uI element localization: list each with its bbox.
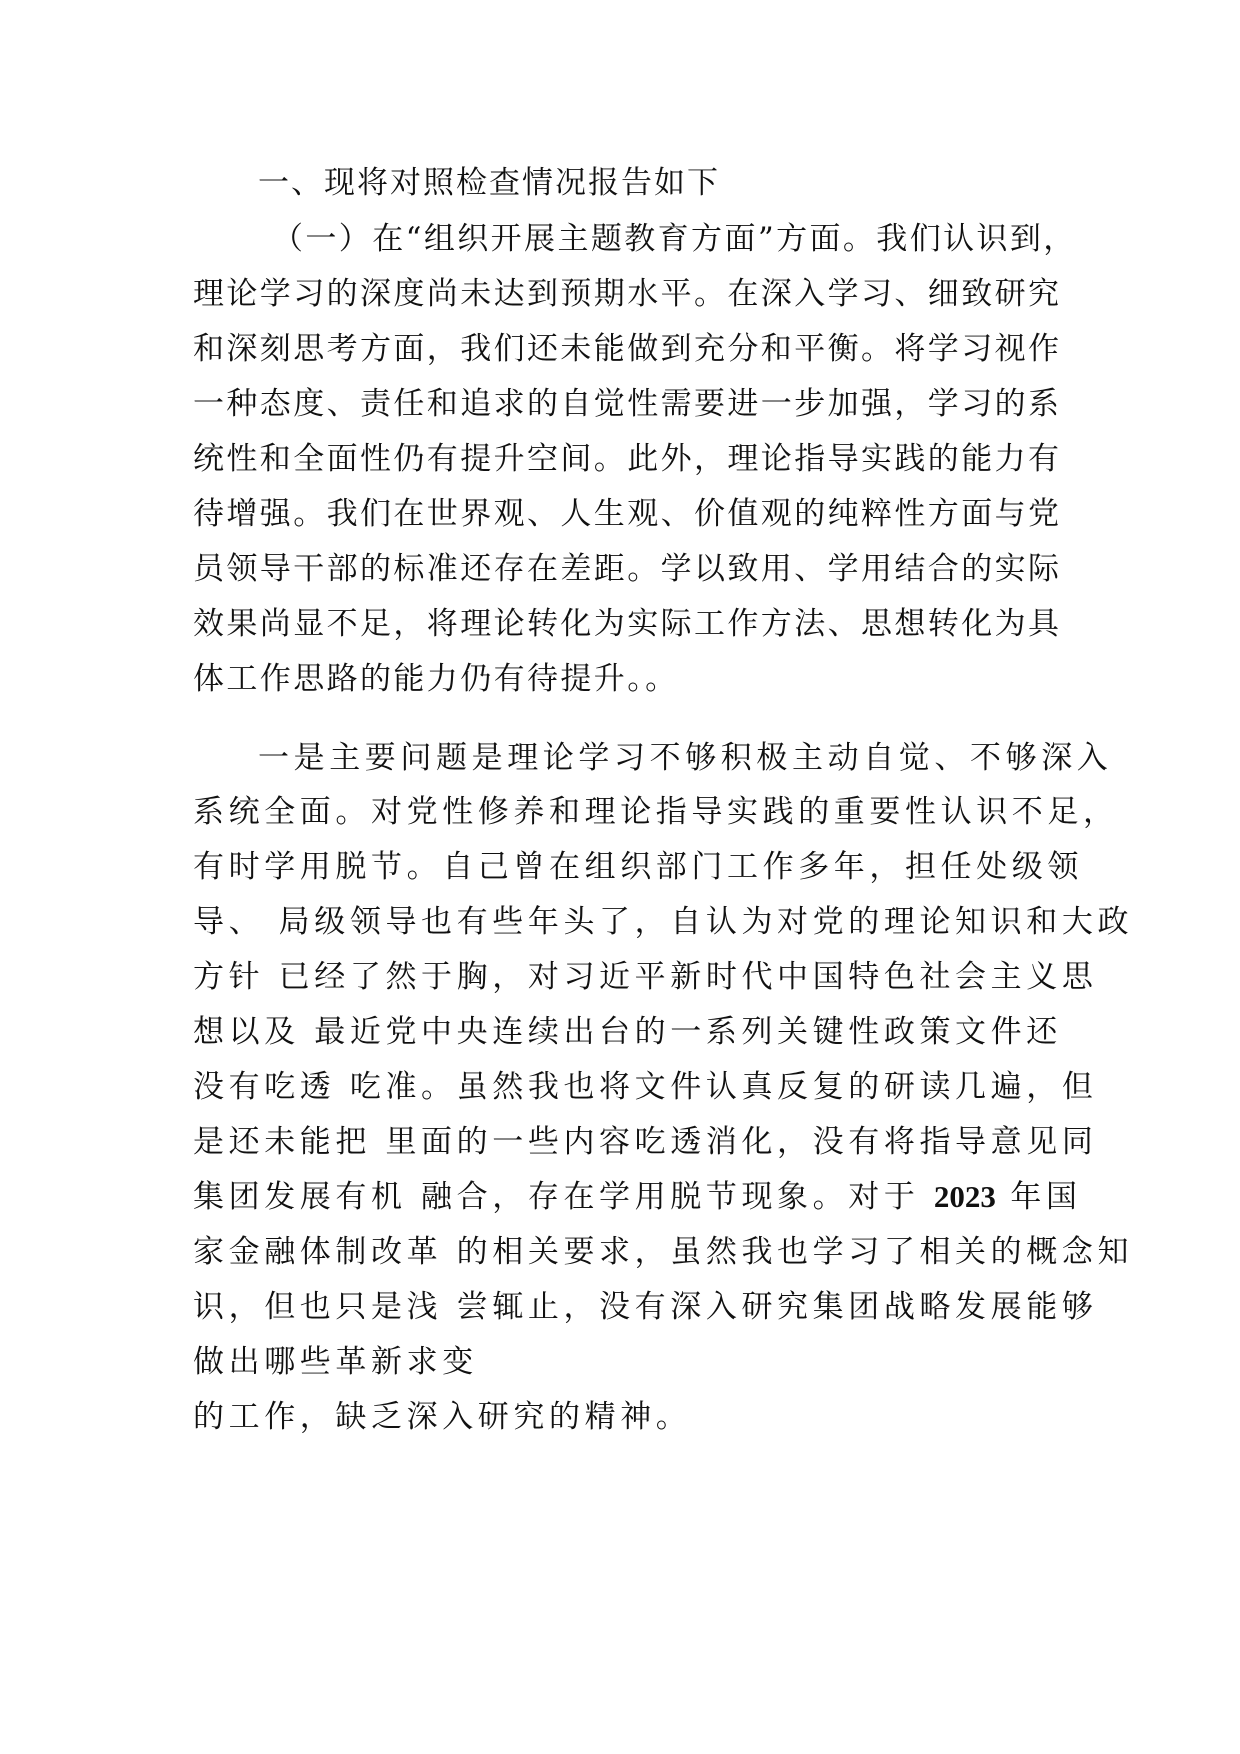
section-heading: 一、现将对照检查情况报告如下: [258, 165, 720, 201]
paragraph-line: 员领导干部的标准还存在差距。学以致用、学用结合的实际: [193, 551, 1062, 587]
year-number: 2023: [933, 1179, 996, 1214]
paragraph-line: 做出哪些革新求变: [193, 1344, 478, 1380]
paragraph-line: 家金融体制改革 的相关要求，虽然我也学习了相关的概念知: [193, 1234, 1134, 1270]
paragraph-line: 待增强。我们在世界观、人生观、价值观的纯粹性方面与党: [193, 496, 1062, 532]
paragraph-line: 统性和全面性仍有提升空间。此外，理论指导实践的能力有: [193, 441, 1062, 477]
paragraph-line: [193, 1177, 1082, 1217]
paragraph-line: 是还未能把 里面的一些内容吃透消化，没有将指导意见同: [193, 1124, 1098, 1160]
paragraph-line: 的工作，缺乏深入研究的精神。: [193, 1399, 692, 1435]
paragraph-line: 系统全面。对党性修养和理论指导实践的重要性认识不足，: [193, 794, 1119, 830]
paragraph-text: 集团发展有机 融合，存在学用脱节现象。对于: [193, 1179, 934, 1215]
paragraph-line: （一）在“组织开展主题教育方面”方面。我们认识到，: [272, 221, 1077, 257]
paragraph-line: 导、 局级领导也有些年头了，自认为对党的理论知识和大政: [193, 904, 1134, 940]
paragraph-line: 理论学习的深度尚未达到预期水平。在深入学习、细致研究: [193, 276, 1062, 312]
paragraph-line: 没有吃透 吃准。虽然我也将文件认真反复的研读几遍，但: [193, 1069, 1098, 1105]
paragraph-line: 方针 已经了然于胸，对习近平新时代中国特色社会主义思: [193, 959, 1098, 995]
paragraph-text: 年国: [995, 1179, 1082, 1215]
paragraph-line: 有时学用脱节。自己曾在组织部门工作多年，担任处级领: [193, 849, 1083, 885]
paragraph-line: 体工作思路的能力仍有待提升。。: [193, 661, 679, 697]
paragraph-line: 和深刻思考方面，我们还未能做到充分和平衡。将学习视作: [193, 331, 1062, 367]
paragraph-line: 一是主要问题是理论学习不够积极主动自觉、不够深入: [258, 740, 1113, 776]
paragraph-line: 一种态度、责任和追求的自觉性需要进一步加强，学习的系: [193, 386, 1062, 422]
paragraph-line: 效果尚显不足，将理论转化为实际工作方法、思想转化为具: [193, 606, 1062, 642]
paragraph-line: 识，但也只是浅 尝辄止，没有深入研究集团战略发展能够: [193, 1289, 1098, 1325]
paragraph-line: 想以及 最近党中央连续出台的一系列关键性政策文件还: [193, 1014, 1062, 1050]
